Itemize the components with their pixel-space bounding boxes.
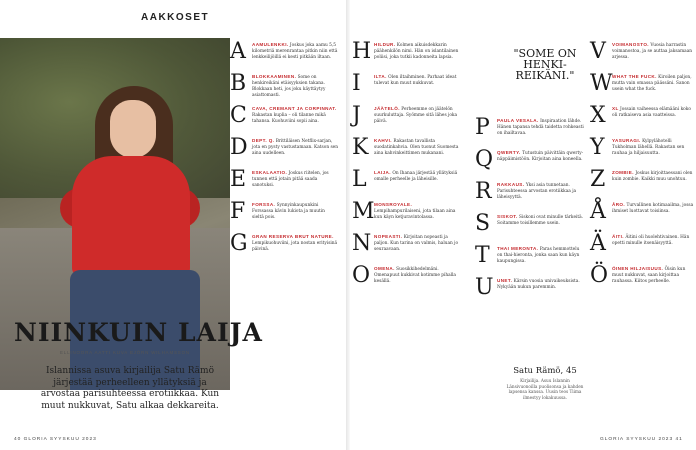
article-intro: Islannissa asuva kirjailija Satu Rämö järjestää perheelleen yllätyksiä ja arvostaa parisuhteessa erotiikkaa. Kun muut nukkuvat, Satu alkaa dekkareita. — [40, 366, 220, 411]
glossary-entry — [590, 199, 694, 232]
glossary-body — [497, 182, 585, 201]
glossary-body — [497, 278, 585, 291]
glossary-definition: Joskus riitelen, jos tunnen että jotain pitää saada sanotuksi. — [252, 171, 329, 188]
glossary-term: JÄÄTELÖ. — [374, 106, 400, 111]
glossary-letter: Y — [590, 135, 605, 160]
glossary-body — [497, 118, 585, 137]
glossary-column-4 — [590, 39, 694, 298]
photo-face — [110, 100, 156, 158]
glossary-term: HILDUR. — [374, 42, 396, 47]
glossary-body — [252, 74, 338, 99]
glossary-letter: M — [352, 199, 375, 224]
glossary-column-3 — [475, 115, 585, 310]
glossary-letter: L — [352, 167, 367, 192]
glossary-letter: D — [230, 135, 248, 160]
photo-red-sweater — [72, 156, 190, 276]
glossary-term: ESKALAATIO. — [252, 170, 288, 175]
glossary-letter: E — [230, 167, 247, 192]
glossary-term: ILTA. — [374, 74, 387, 79]
glossary-entry — [230, 167, 338, 200]
glossary-body — [374, 74, 460, 87]
glossary-entry — [230, 71, 338, 104]
glossary-entry — [230, 103, 338, 136]
glossary-letter: C — [230, 103, 247, 128]
glossary-definition: Vuosia harrastin voimanostoa, ja se auttaa jaksamaan arjessa. — [612, 43, 693, 60]
glossary-term: AAMULENKKI. — [252, 42, 289, 47]
glossary-term: SISKOT. — [497, 214, 518, 219]
glossary-entry — [475, 147, 585, 180]
glossary-letter: Å — [590, 199, 606, 224]
glossary-term: MONSROYALE. — [374, 202, 413, 207]
glossary-entry — [475, 275, 585, 308]
glossary-body — [612, 202, 694, 215]
glossary-letter: B — [230, 71, 247, 96]
glossary-entry — [590, 103, 694, 136]
glossary-definition: Kolmen aikuisdekkarin päähenkilön nimi. Hän on islantilainen poliisi, joka tutkii kadonneita lapsia. — [374, 43, 459, 60]
glossary-body — [612, 74, 694, 93]
glossary-letter: I — [352, 71, 361, 96]
glossary-body — [374, 138, 460, 157]
glossary-entry — [230, 135, 338, 168]
glossary-body — [374, 106, 460, 125]
glossary-entry — [475, 115, 585, 148]
glossary-body — [252, 42, 338, 61]
glossary-entry — [590, 39, 694, 72]
glossary-term: ÄITI. — [612, 234, 624, 239]
glossary-entry — [352, 263, 460, 296]
glossary-term: CAVA, CREMANT JA CORPINNAT. — [252, 106, 337, 111]
glossary-definition: Lempihampurilaiseni, jota tilaan aina kun käyn ketjuravintolassa. — [374, 209, 456, 220]
glossary-term: OMENA. — [374, 266, 395, 271]
glossary-term: ÅRO. — [612, 202, 626, 207]
glossary-entry — [352, 231, 460, 264]
glossary-letter: Z — [590, 167, 606, 192]
glossary-letter: P — [475, 115, 490, 140]
glossary-body — [497, 150, 585, 163]
folio-right: GLORIA SYYSKUU 2023 41 — [600, 437, 683, 442]
glossary-term: VOIMANOSTO. — [612, 42, 649, 47]
glossary-letter: A — [230, 39, 246, 64]
glossary-entry — [352, 167, 460, 200]
glossary-definition: Kylpylähotelli Tukholman lähellä. Rakastan sen rauhaa ja hiljaisuutta. — [612, 139, 685, 156]
glossary-entry — [352, 135, 460, 168]
glossary-body — [612, 170, 694, 183]
glossary-term: YASURAGI. — [612, 138, 641, 143]
glossary-term: QWERTY. — [497, 150, 521, 155]
glossary-term: LAIJA. — [374, 170, 391, 175]
glossary-term: DEPT. Q. — [252, 138, 275, 143]
glossary-definition: Öisin kun muut nukkuvat, saan kirjoittaa rauhassa. Kiitos perheelle. — [612, 267, 686, 284]
glossary-letter: O — [352, 263, 371, 288]
glossary-term: RAKKAUS. — [497, 182, 525, 187]
glossary-term: NOPEASTI. — [374, 234, 403, 239]
glossary-definition: Rakastan tavallista suodatinkahvia. Olen tuonut Suomesta aina kahvinkeittimen mukanani. — [374, 139, 459, 156]
glossary-letter: J — [352, 103, 361, 128]
glossary-letter: S — [475, 211, 491, 236]
glossary-definition: Joskus kirjoittaessani olen kuin zombie. Kaikki muu unohtuu. — [612, 171, 693, 182]
glossary-definition: Synnyinkaupunkini Forssassa kävin lukiota ja muutin sieltä pois. — [252, 203, 325, 220]
glossary-term: KAHVI. — [374, 138, 392, 143]
glossary-body — [612, 138, 694, 157]
glossary-letter: K — [352, 135, 369, 160]
glossary-letter: N — [352, 231, 372, 256]
glossary-term: PAULA VESALA. — [497, 118, 539, 123]
glossary-definition: Yksi asia tunnetaan. Parisuhteessa arvostan erotiikkaa ja läheisyyttä. — [497, 183, 577, 200]
glossary-term: GRAN RESERVA BRUT NATURE. — [252, 234, 334, 239]
glossary-definition: Suosikkihedelmäni. Omenapuut kukkivat kotimme pihalla kesällä. — [374, 267, 456, 284]
glossary-term: BLOKKAAMINEN. — [252, 74, 297, 79]
glossary-entry — [352, 103, 460, 136]
glossary-letter: Q — [475, 147, 494, 172]
glossary-definition: Some on henkireikäni etäisyyksien takana. Blokkaan heti, jos joku käyttäytyy asiattomasti. — [252, 75, 326, 98]
glossary-term: THAI MERONTA. — [497, 246, 539, 251]
glossary-definition: Kirjoitan nopeasti ja paljon. Kun tarina on valmis, haluan jo seuraavaan. — [374, 235, 459, 252]
glossary-body — [612, 266, 694, 285]
glossary-definition: Inspiraation lähde. Hänen tapansa tehdä taidetta rohkeasti on ihailtavaa. — [497, 119, 584, 136]
glossary-definition: Siskoni ovat minulle tärkeitä. Soitamme toisillemme usein. — [497, 215, 584, 226]
glossary-definition: Joskus joka aamu 5,5 kilometriä merenrantaa pitkin niin että lenkkeilijöillä ei kesti pitkään iltaan. — [252, 43, 338, 60]
glossary-letter: Ö — [590, 263, 609, 288]
article-headline: NIINKUIN LAIJA — [14, 318, 263, 347]
glossary-entry — [230, 199, 338, 232]
glossary-definition: Rakastan kuplia – oli tilanne mikä tahansa. Kuohuviini sopii aina. — [252, 113, 326, 124]
glossary-letter: R — [475, 179, 492, 204]
glossary-definition: Brittiläisen Netflix-sarjan, jota en pysty vastustamaan. Katson sen aina uudelleen. — [252, 139, 338, 156]
article-credits: ELLINOORA AATTI KUVA BJÖRN WILHAMSSON — [60, 350, 190, 355]
glossary-column-1 — [230, 39, 338, 266]
glossary-letter: U — [475, 275, 494, 300]
glossary-letter: H — [352, 39, 372, 64]
glossary-letter: G — [230, 231, 248, 256]
glossary-term: ZOMBIE. — [612, 170, 634, 175]
caption-text: Kirjailija. Asuu Islannin Länsivuonoilla puolisonsa ja kahden lapsensa kanssa. Uusin teos Tiima ilmestyy lokakuussa. — [506, 378, 584, 400]
glossary-term: FORSSA. — [252, 202, 276, 207]
glossary-definition: Paras hemmottelu on thai-hieronta, jonka saan kun käyn kaupungissa. — [497, 247, 580, 264]
glossary-body — [612, 234, 694, 247]
glossary-definition: Turvallinen kotimaailma, jossa ihmiset luottavat toisiinsa. — [612, 203, 694, 214]
glossary-definition: Olen iltaihminen. Parhaat ideat tulevat kun muut nukkuvat. — [374, 75, 457, 86]
glossary-body — [612, 42, 694, 61]
glossary-column-2 — [352, 39, 460, 298]
glossary-definition: On Ihanaa järjestää yllätyksiä omalle perheelle ja läheisille. — [374, 171, 458, 182]
section-heading: AAKKOSET — [141, 12, 210, 23]
glossary-body — [252, 106, 338, 125]
profile-caption — [505, 366, 585, 400]
glossary-entry — [230, 39, 338, 72]
glossary-entry — [590, 71, 694, 104]
glossary-definition: Kärsin vuosia univaikeuksista. Nykyään nukun paremmin. — [497, 279, 580, 290]
pull-quote: "SOME ON HENKI-REIKÄNI." — [513, 47, 577, 82]
folio-left: 40 GLORIA SYYSKUU 2023 — [14, 437, 97, 442]
glossary-entry — [475, 211, 585, 244]
glossary-entry — [475, 243, 585, 276]
left-page — [0, 0, 346, 450]
glossary-entry — [590, 263, 694, 296]
glossary-definition: Tutustuin päivittäin qwerty-näppäimistöön. Kirjoitan aina koneella. — [497, 151, 584, 162]
glossary-definition: Lempikuohuviini, jota nostan erityisinä päivinä. — [252, 241, 338, 252]
glossary-body — [252, 202, 338, 221]
glossary-letter: Ä — [590, 231, 606, 256]
glossary-body — [612, 106, 694, 119]
glossary-letter: W — [590, 71, 613, 96]
glossary-entry — [590, 135, 694, 168]
glossary-entry — [352, 71, 460, 104]
glossary-body — [374, 234, 460, 253]
glossary-term: WHAT THE FUCK. — [612, 74, 657, 79]
glossary-entry — [475, 179, 585, 212]
glossary-body — [497, 214, 585, 227]
caption-name: Satu Rämö, 45 — [513, 366, 577, 376]
glossary-body — [374, 42, 460, 61]
glossary-definition: Kiroilen paljon, mutta vain omassa päässäni. Sanon usein what the fuck. — [612, 75, 692, 92]
glossary-body — [374, 202, 460, 221]
glossary-body — [252, 138, 338, 157]
glossary-entry — [230, 231, 338, 264]
glossary-entry — [352, 199, 460, 232]
glossary-definition: Äitini oli huolehtivainen. Hän opetti minulle itsenäisyyttä. — [612, 235, 690, 246]
glossary-term: ÖINEN HILJAISUUS. — [612, 266, 664, 271]
glossary-body — [252, 170, 338, 189]
glossary-entry — [352, 39, 460, 72]
glossary-entry — [590, 231, 694, 264]
glossary-letter: X — [590, 103, 606, 128]
glossary-body — [497, 246, 585, 265]
glossary-definition: Perheemme on jäätelön suurkuluttaja. Syömme sitä lähes joka päivä. — [374, 107, 458, 124]
glossary-term: XL — [612, 106, 619, 111]
glossary-body — [252, 234, 338, 253]
glossary-entry — [590, 167, 694, 200]
glossary-letter: T — [475, 243, 490, 268]
glossary-definition: Jossain vaiheessa elämääni koko oli ratkaiseva asia vaatteissa. — [612, 107, 691, 118]
glossary-letter: V — [590, 39, 606, 64]
glossary-body — [374, 266, 460, 285]
glossary-term: UNET. — [497, 278, 513, 283]
glossary-letter: F — [230, 199, 246, 224]
glossary-body — [374, 170, 460, 183]
